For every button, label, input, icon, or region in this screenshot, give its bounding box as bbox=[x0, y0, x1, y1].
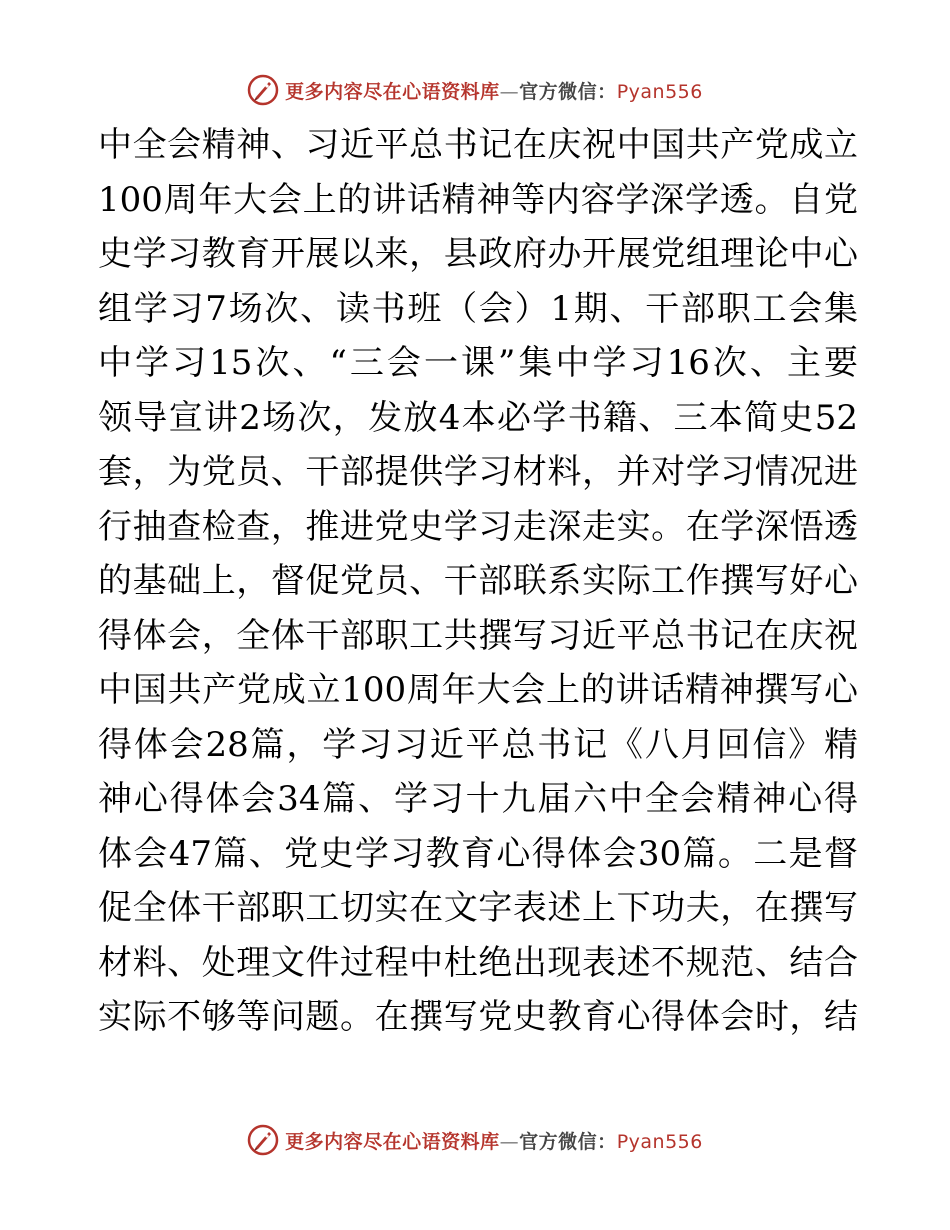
text-line: 100周年大会上的讲话精神等内容学深学透。自党 bbox=[98, 179, 858, 220]
text-line: 中学习15次、“三会一课”集中学习16次、主要 bbox=[98, 343, 858, 383]
text-line: 行抽查检查，推进党史学习走深走实。在学深悟透 bbox=[98, 506, 858, 547]
text-line: 领导宣讲2场次，发放4本必学书籍、三本简史52 bbox=[98, 397, 858, 438]
text-line: 史学习教育开展以来，县政府办开展党组理论中心 bbox=[98, 234, 858, 274]
watermark-site-name: 更多内容尽在心语资料库 bbox=[285, 1130, 500, 1153]
text-line: 体会47篇、党史学习教育心得体会30篇。二是督 bbox=[98, 833, 858, 874]
watermark-wechat-id: Pyan556 bbox=[616, 80, 703, 103]
text-line: 得体会28篇，学习习近平总书记《八月回信》精 bbox=[98, 724, 858, 765]
text-line: 中全会精神、习近平总书记在庆祝中国共产党成立 bbox=[98, 125, 858, 165]
watermark-separator: — bbox=[499, 1130, 520, 1153]
watermark-site-name: 更多内容尽在心语资料库 bbox=[285, 80, 500, 103]
text-line: 组学习7场次、读书班（会）1期、干部职工会集 bbox=[98, 288, 858, 329]
watermark-official-label: 官方微信： bbox=[519, 80, 617, 103]
footer-watermark bbox=[0, 1120, 950, 1160]
text-line: 实际不够等问题。在撰写党史教育心得体会时，结 bbox=[98, 997, 858, 1037]
quill-pen-logo-icon bbox=[247, 1124, 279, 1156]
watermark-wechat-id: Pyan556 bbox=[616, 1130, 703, 1153]
watermark-official-label: 官方微信： bbox=[519, 1130, 617, 1153]
text-line: 中国共产党成立100周年大会上的讲话精神撰写心 bbox=[98, 670, 858, 710]
header-watermark bbox=[0, 70, 950, 110]
watermark-separator: — bbox=[499, 80, 520, 103]
text-line: 材料、处理文件过程中杜绝出现表述不规范、结合 bbox=[98, 942, 858, 983]
text-line: 神心得体会34篇、学习十九届六中全会精神心得 bbox=[98, 779, 858, 819]
text-line: 的基础上，督促党员、干部联系实际工作撰写好心 bbox=[98, 561, 858, 601]
quill-pen-logo-icon bbox=[247, 74, 279, 106]
text-line: 促全体干部职工切实在文字表述上下功夫，在撰写 bbox=[98, 888, 858, 928]
text-line: 得体会，全体干部职工共撰写习近平总书记在庆祝 bbox=[98, 615, 858, 656]
text-line: 套，为党员、干部提供学习材料，并对学习情况进 bbox=[98, 452, 858, 492]
body-text bbox=[98, 118, 858, 1045]
